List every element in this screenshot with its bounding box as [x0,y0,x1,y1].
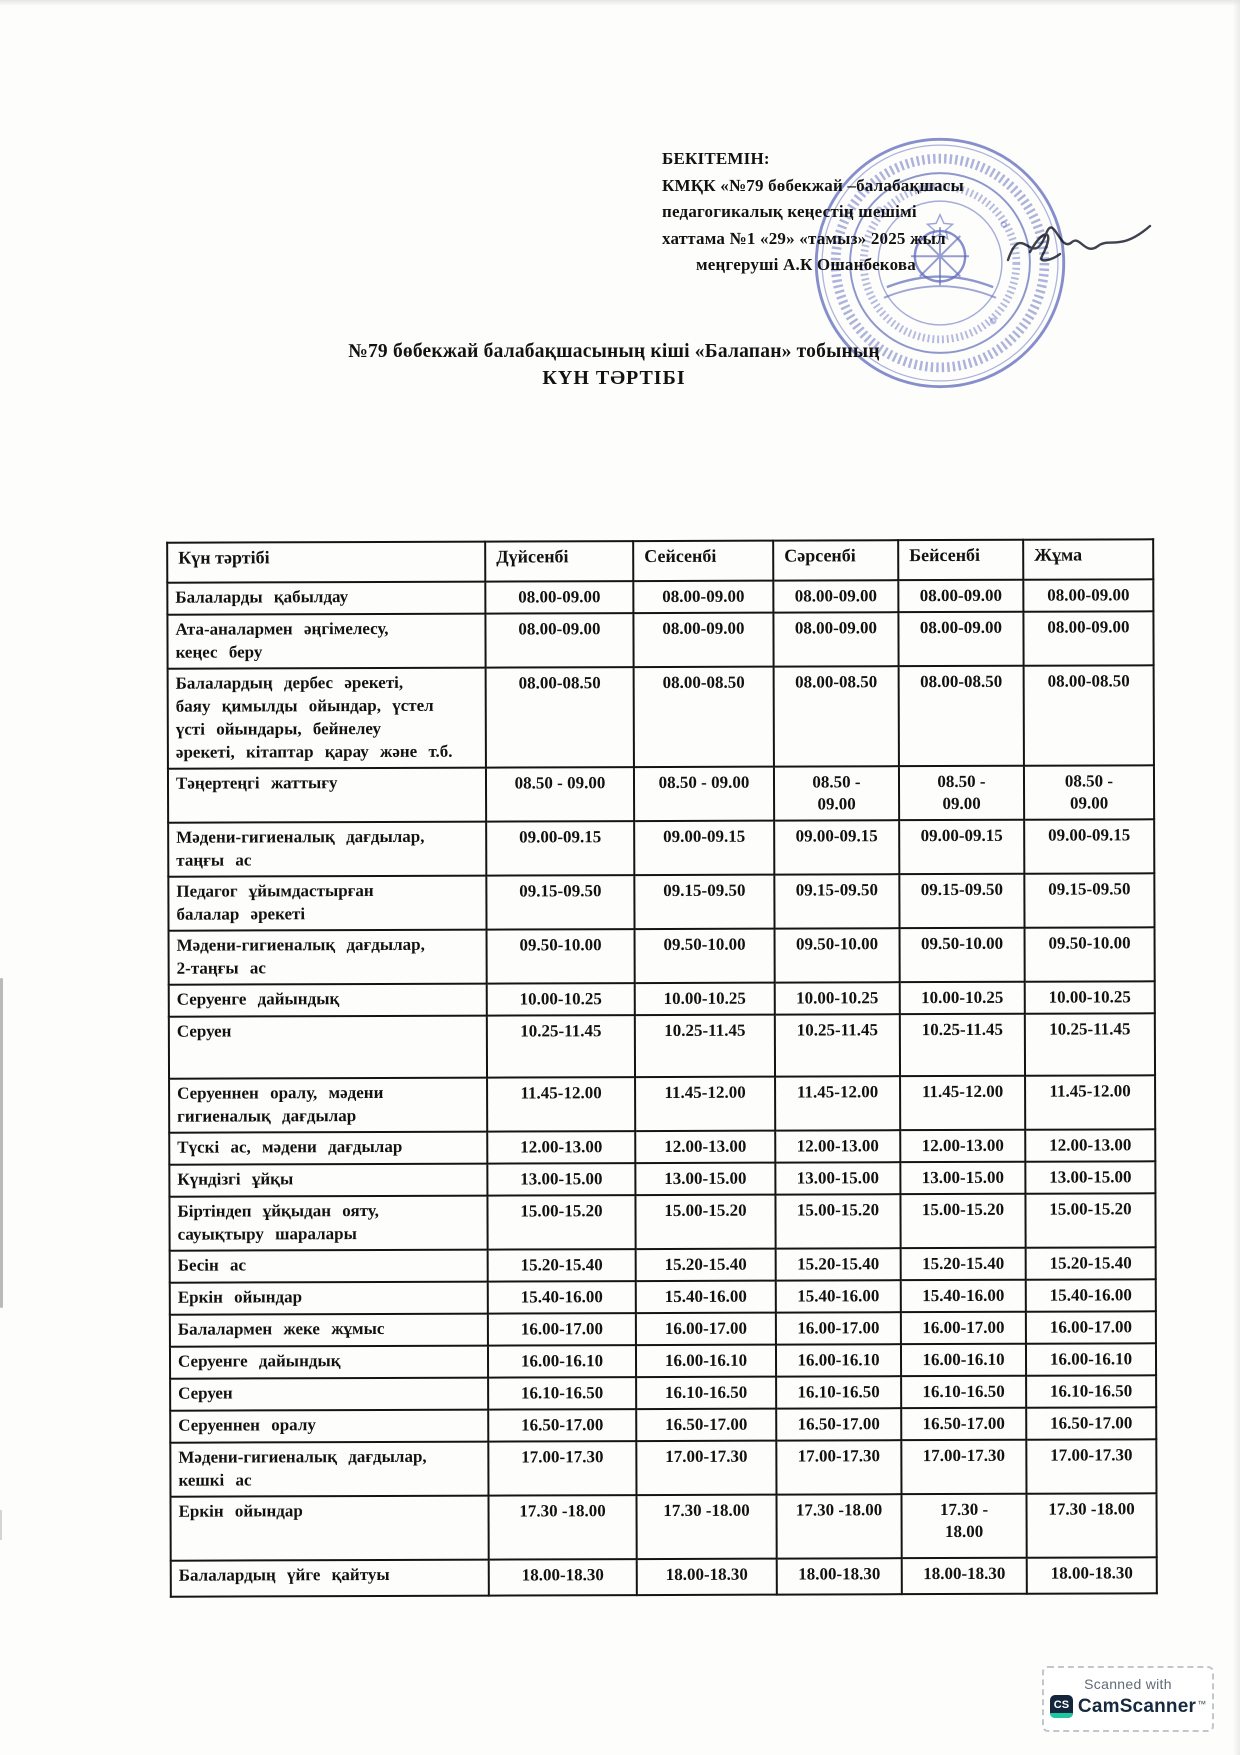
document-title: №79 бөбекжай балабақшасының кіші «Балапан» тобының [348,341,880,362]
time-cell: 17.30 -18.00 [1026,1493,1156,1557]
time-cell: 11.45-12.00 [635,1076,775,1130]
time-cell: 16.00-17.00 [901,1311,1026,1344]
time-cell: 10.25-11.45 [900,1013,1025,1075]
activity-cell: Мәдени-гигиеналық дағдылар, 2-таңғы ас [169,929,487,984]
table-row [169,1075,1155,1132]
time-cell: 15.00-15.20 [1025,1193,1155,1247]
column-header-day: Дүйсенбі [485,541,633,582]
table-row [168,873,1154,930]
time-cell: 16.50-17.00 [776,1408,901,1441]
time-cell: 16.50-17.00 [488,1409,636,1442]
time-cell: 10.25-11.45 [775,1014,900,1076]
approval-line: педагогикалық кеңестің шешімі [662,202,917,221]
time-cell: 09.00-09.15 [899,820,1024,874]
table-row [170,1439,1156,1496]
column-header-day: Бейсенбі [898,540,1023,580]
activity-cell: Педагог ұйымдастырған балалар әрекеті [168,875,486,930]
time-cell: 13.00-15.00 [1025,1161,1155,1194]
time-cell: 08.00-08.50 [634,667,774,767]
activity-cell: Еркін ойындар [170,1281,488,1314]
time-cell: 08.00-09.00 [773,612,898,666]
activity-cell: Балалардың дербес әрекеті, баяу қимылды ойындар, үстел үсті ойындары, бейнелеу әрекеті, кітаптар қарау және т.б. [168,668,486,769]
activity-cell: Бесін ас [170,1249,488,1282]
table-row [169,981,1155,1017]
time-cell: 08.00-09.00 [485,613,633,667]
table-row [170,1279,1156,1315]
time-cell: 17.00-17.30 [901,1440,1026,1494]
time-cell: 11.45-12.00 [900,1075,1025,1129]
signature-handwriting [1000,210,1160,282]
activity-cell: Серуен [169,1015,487,1078]
time-cell: 16.00-16.10 [1026,1343,1156,1376]
activity-cell: Серуеннен оралу [170,1410,488,1443]
activity-cell: Түскі ас, мәдени дағдылар [169,1131,487,1164]
time-cell: 08.50 - 09.00 [634,766,774,821]
time-cell: 16.00-16.10 [901,1344,1026,1377]
time-cell: 10.00-10.25 [775,982,900,1015]
time-cell: 16.00-16.10 [636,1344,776,1377]
time-cell: 17.00-17.30 [488,1441,636,1495]
time-cell: 17.00-17.30 [1026,1439,1156,1493]
time-cell: 08.00-08.50 [486,667,634,767]
activity-cell: Мәдени-гигиеналық дағдылар, таңғы ас [168,822,486,877]
time-cell: 12.00-13.00 [775,1130,900,1163]
table-row [170,1375,1156,1411]
time-cell: 16.00-17.00 [488,1313,636,1346]
time-cell: 13.00-15.00 [900,1161,1025,1194]
activity-cell: Күндізгі ұйқы [169,1163,487,1196]
time-cell: 17.00-17.30 [776,1440,901,1494]
time-cell: 18.00-18.30 [489,1559,637,1596]
table-row [169,1161,1155,1197]
time-cell: 08.50 - 09.00 [899,765,1024,820]
approval-line: меңгеруші А.К Ошанбекова [696,255,916,274]
time-cell: 08.00-09.00 [633,581,773,614]
time-cell: 08.50 - 09.00 [486,767,634,822]
table-header-row [167,539,1153,582]
time-cell: 15.40-16.00 [901,1279,1026,1312]
time-cell: 16.00-16.10 [776,1344,901,1377]
time-cell: 16.10-16.50 [636,1377,776,1410]
time-cell: 09.15-09.50 [774,874,899,928]
time-cell: 11.45-12.00 [1025,1075,1155,1129]
time-cell: 08.00-09.00 [1023,611,1153,665]
time-cell: 10.25-11.45 [1025,1013,1155,1075]
time-cell: 08.00-08.50 [899,666,1024,766]
camscanner-badge [1042,1666,1214,1732]
column-header-day: Сәрсенбі [773,540,898,580]
time-cell: 18.00-18.30 [637,1559,777,1595]
activity-cell: Серуенге дайындық [170,1345,488,1378]
time-cell: 16.00-16.10 [488,1345,636,1378]
table-row [169,1013,1155,1078]
time-cell: 17.30 -18.00 [776,1494,901,1558]
time-cell: 08.00-08.50 [774,666,899,766]
schedule-table-wrap [166,538,1158,1597]
time-cell: 15.40-16.00 [776,1280,901,1313]
activity-cell: Балалармен жеке жұмыс [170,1313,488,1346]
approval-line: хаттама №1 «29» «тамыз» 2025 жыл [662,228,946,248]
time-cell: 15.40-16.00 [636,1280,776,1313]
time-cell: 10.00-10.25 [900,981,1025,1014]
scan-edge-shadow-top [0,0,1240,6]
time-cell: 15.20-15.40 [901,1247,1026,1280]
trademark-symbol: ™ [1197,1699,1207,1709]
time-cell: 17.30 -18.00 [488,1495,636,1560]
time-cell: 15.20-15.40 [636,1248,776,1281]
time-cell: 13.00-15.00 [487,1163,635,1196]
table-row [168,819,1154,876]
time-cell: 15.20-15.40 [488,1249,636,1282]
column-header-day: Жұма [1023,539,1153,579]
activity-cell: Серуен [170,1378,488,1411]
time-cell: 12.00-13.00 [900,1129,1025,1162]
time-cell: 16.00-17.00 [776,1312,901,1345]
time-cell: 18.00-18.30 [1027,1557,1157,1593]
time-cell: 16.50-17.00 [1026,1407,1156,1440]
table-row [168,665,1154,768]
schedule-table [166,538,1158,1597]
camscanner-brand-row [1044,1695,1212,1718]
time-cell: 13.00-15.00 [775,1162,900,1195]
time-cell: 16.10-16.50 [901,1376,1026,1409]
time-cell: 09.50-10.00 [900,927,1025,981]
time-cell: 15.20-15.40 [776,1248,901,1281]
time-cell: 08.00-09.00 [1023,579,1153,612]
table-row [167,611,1153,668]
activity-cell: Ата-аналармен әңгімелесу, кеңес беру [167,614,485,669]
time-cell: 10.25-11.45 [487,1015,635,1078]
scan-edge-artifact-left2 [0,1510,2,1540]
table-row [170,1311,1156,1347]
scanned-with-label: Scanned with [1084,1676,1172,1692]
table-row [170,1493,1156,1560]
time-cell: 17.00-17.30 [636,1441,776,1495]
time-cell: 12.00-13.00 [487,1131,635,1164]
time-cell: 12.00-13.00 [635,1130,775,1163]
time-cell: 16.10-16.50 [488,1377,636,1410]
table-row [170,1343,1156,1379]
time-cell: 13.00-15.00 [635,1162,775,1195]
time-cell: 16.10-16.50 [776,1376,901,1409]
time-cell: 15.00-15.20 [635,1194,775,1248]
table-row [169,1129,1155,1165]
column-header-activity: Күн тәртібі [167,542,485,583]
time-cell: 10.00-10.25 [487,983,635,1016]
camscanner-icon [1050,1695,1073,1718]
time-cell: 15.00-15.20 [487,1195,635,1249]
time-cell: 18.00-18.30 [777,1558,902,1594]
time-cell: 12.00-13.00 [1025,1129,1155,1162]
activity-cell: Серуеннен оралу, мәдени гигиеналық дағдылар [169,1077,487,1132]
table-row [169,927,1155,984]
activity-cell: Мәдени-гигиеналық дағдылар, кешкі ас [170,1442,488,1497]
time-cell: 09.50-10.00 [1025,927,1155,981]
activity-cell: Біртіндеп ұйқыдан ояту, сауықтыру шаралары [169,1195,487,1250]
activity-cell: Балалардың үйге қайтуы [171,1560,489,1597]
time-cell: 09.50-10.00 [487,929,635,983]
time-cell: 15.40-16.00 [488,1281,636,1314]
time-cell: 15.20-15.40 [1026,1247,1156,1280]
time-cell: 16.00-17.00 [1026,1311,1156,1344]
activity-cell: Тәңертеңгі жаттығу [168,767,486,822]
time-cell: 15.40-16.00 [1026,1279,1156,1312]
time-cell: 08.00-09.00 [898,612,1023,666]
time-cell: 08.00-09.00 [898,580,1023,613]
activity-cell: Балаларды қабылдау [167,582,485,615]
table-row [168,765,1154,823]
time-cell: 09.15-09.50 [1024,873,1154,927]
table-row [171,1557,1157,1596]
table-row [169,1193,1155,1250]
time-cell: 08.50 - 09.00 [774,766,899,821]
time-cell: 09.15-09.50 [899,874,1024,928]
time-cell: 09.00-09.15 [774,820,899,874]
time-cell: 16.50-17.00 [636,1409,776,1442]
time-cell: 09.15-09.50 [634,874,774,928]
time-cell: 17.30 - 18.00 [901,1494,1026,1558]
time-cell: 09.00-09.15 [486,821,634,875]
time-cell: 09.00-09.15 [1024,819,1154,873]
time-cell: 08.00-09.00 [485,581,633,614]
camscanner-brand-name: CamScanner [1077,1695,1197,1717]
time-cell: 16.10-16.50 [1026,1375,1156,1408]
time-cell: 08.00-09.00 [773,580,898,613]
time-cell: 18.00-18.30 [902,1558,1027,1594]
time-cell: 10.00-10.25 [1025,981,1155,1014]
scan-edge-artifact-left [0,978,3,1308]
activity-cell: Еркін ойындар [170,1496,488,1561]
table-row [170,1407,1156,1443]
time-cell: 09.15-09.50 [486,875,634,929]
time-cell: 09.50-10.00 [635,928,775,982]
time-cell: 16.00-17.00 [636,1312,776,1345]
time-cell: 08.00-09.00 [633,613,773,667]
table-row [170,1247,1156,1283]
time-cell: 10.00-10.25 [635,982,775,1015]
time-cell: 15.00-15.20 [775,1194,900,1248]
time-cell: 16.50-17.00 [901,1408,1026,1441]
time-cell: 09.00-09.15 [634,821,774,875]
approval-line: БЕКІТЕМІН: [662,149,770,168]
time-cell: 09.50-10.00 [775,928,900,982]
document-subtitle: КҮН ТӘРТІБІ [542,367,686,389]
column-header-day: Сейсенбі [633,541,773,581]
approval-line: КМҚК «№79 бөбекжай –балабақшасы [662,175,964,195]
time-cell: 08.00-08.50 [1024,665,1154,765]
time-cell: 11.45-12.00 [775,1076,900,1130]
scan-edge-shadow-right [1233,0,1240,1755]
activity-cell: Серуенге дайындық [169,983,487,1016]
time-cell: 11.45-12.00 [487,1077,635,1131]
time-cell: 17.30 -18.00 [636,1495,776,1559]
time-cell: 08.50 - 09.00 [1024,765,1154,820]
table-row [167,579,1153,615]
camscanner-icon-letters: CS [1053,1699,1070,1711]
time-cell: 15.00-15.20 [900,1193,1025,1247]
time-cell: 10.25-11.45 [635,1014,775,1076]
